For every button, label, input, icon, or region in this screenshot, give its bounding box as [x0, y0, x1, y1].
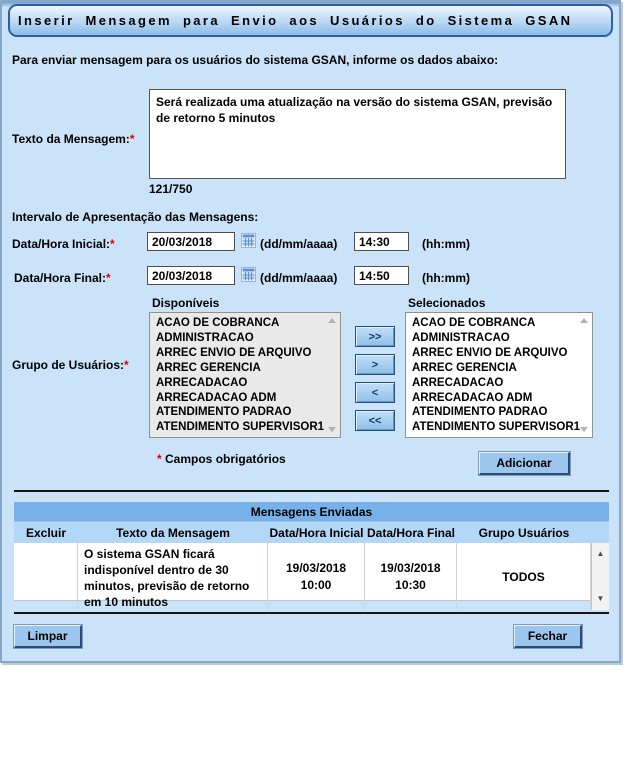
table-header-row: [14, 522, 609, 543]
list-option[interactable]: ATENDIMENTO PADRAO: [412, 406, 548, 419]
list-option[interactable]: ARRECADACAO ADM: [412, 391, 533, 404]
list-option[interactable]: ADMINISTRACAO: [412, 331, 510, 344]
end-date-input[interactable]: [147, 266, 235, 285]
start-datetime-label: Data/Hora Inicial:*: [12, 237, 115, 251]
column-header: Data/Hora Final: [366, 525, 456, 540]
list-option[interactable]: ARREC ENVIO DE ARQUIVO: [156, 346, 312, 359]
required-asterisk: *: [129, 132, 135, 146]
start-date-input[interactable]: [147, 232, 235, 251]
list-option[interactable]: ARREC GERENCIA: [412, 361, 517, 374]
chevron-up-icon[interactable]: [328, 318, 336, 323]
list-option[interactable]: ARREC GERENCIA: [156, 361, 261, 374]
selected-listbox[interactable]: [405, 312, 593, 438]
end-datetime-label: Data/Hora Final:*: [14, 271, 111, 285]
intro-text: Para enviar mensagem para os usuários do sistema GSAN, informe os dados abaixo:: [12, 53, 499, 67]
list-option[interactable]: ARREC ENVIO DE ARQUIVO: [412, 346, 568, 359]
list-option[interactable]: ATENDIMENTO SUPERVISOR1: [156, 421, 325, 434]
message-textarea[interactable]: [149, 89, 566, 179]
chevron-down-icon[interactable]: [580, 427, 588, 432]
page-title: [8, 4, 613, 37]
required-asterisk: *: [157, 452, 162, 466]
move-left-button[interactable]: <: [355, 382, 395, 403]
delete-cell: [14, 543, 78, 610]
column-header: Grupo Usuários: [478, 525, 570, 540]
calendar-icon[interactable]: [241, 267, 256, 282]
separator-line: [14, 490, 609, 492]
calendar-icon[interactable]: [241, 233, 256, 248]
list-option[interactable]: ADMINISTRACAO: [156, 331, 254, 344]
close-button[interactable]: Fechar: [514, 625, 582, 648]
column-header: Data/Hora Inicial: [269, 525, 364, 540]
time-format-hint: (hh:mm): [422, 271, 470, 285]
chevron-up-icon[interactable]: [580, 318, 588, 323]
list-option[interactable]: ARRECADACAO: [412, 376, 504, 389]
char-counter: 121/750: [149, 182, 193, 196]
calendar-icon-glyph: [241, 267, 256, 282]
table-title: Mensagens Enviadas: [14, 502, 609, 522]
required-note: * Campos obrigatórios: [157, 452, 286, 466]
required-asterisk: *: [124, 358, 129, 372]
scroll-down-icon[interactable]: ▼: [596, 594, 605, 603]
selected-list-label: Selecionados: [408, 296, 486, 310]
chevron-down-icon[interactable]: [328, 427, 336, 432]
clear-button[interactable]: Limpar: [14, 625, 82, 648]
list-option[interactable]: ARRECADACAO ADM: [156, 391, 277, 404]
interval-heading: Intervalo de Apresentação das Mensagens:: [12, 210, 259, 224]
message-text-cell: O sistema GSAN ficará indisponível dentro de 30 minutos, previsão de retorno em 10 minutos: [78, 543, 268, 610]
move-all-left-button[interactable]: <<: [355, 410, 395, 431]
table-row: [14, 543, 609, 609]
end-datetime-cell: 19/03/2018 10:30: [365, 543, 457, 610]
list-option[interactable]: ACAO DE COBRANCA: [156, 317, 280, 329]
message-label: Texto da Mensagem:*: [12, 132, 135, 146]
time-format-hint: (hh:mm): [422, 237, 470, 251]
scroll-up-icon[interactable]: ▲: [596, 549, 605, 558]
date-format-hint: (dd/mm/aaaa): [260, 271, 338, 285]
start-time-input[interactable]: [354, 232, 409, 251]
list-option[interactable]: ATENDIMENTO PADRAO: [156, 406, 292, 419]
add-button[interactable]: Adicionar: [479, 452, 570, 475]
user-groups-label: Grupo de Usuários:*: [12, 358, 129, 372]
sent-messages-table: [14, 502, 609, 609]
date-format-hint: (dd/mm/aaaa): [260, 237, 338, 251]
move-right-button[interactable]: >: [355, 354, 395, 375]
available-list-label: Disponíveis: [152, 296, 220, 310]
start-datetime-cell: 19/03/2018 10:00: [268, 543, 365, 610]
list-option[interactable]: ARRECADACAO: [156, 376, 248, 389]
column-header: Texto da Mensagem: [116, 525, 230, 540]
list-option[interactable]: ACAO DE COBRANCA: [412, 317, 536, 329]
end-time-input[interactable]: [354, 266, 409, 285]
list-option[interactable]: ATENDIMENTO SUPERVISOR1: [412, 421, 581, 434]
available-listbox[interactable]: [149, 312, 341, 438]
column-header: Excluir: [25, 525, 67, 540]
page-title-text: Inserir Mensagem para Envio aos Usuários do Sistema GSAN: [18, 13, 573, 28]
table-scrollbar[interactable]: [591, 543, 609, 610]
move-all-right-button[interactable]: >>: [355, 326, 395, 347]
calendar-icon-glyph: [241, 233, 256, 248]
group-cell: TODOS: [457, 543, 591, 610]
required-asterisk: *: [110, 237, 115, 251]
required-asterisk: *: [106, 271, 111, 285]
separator-line: [14, 612, 609, 614]
